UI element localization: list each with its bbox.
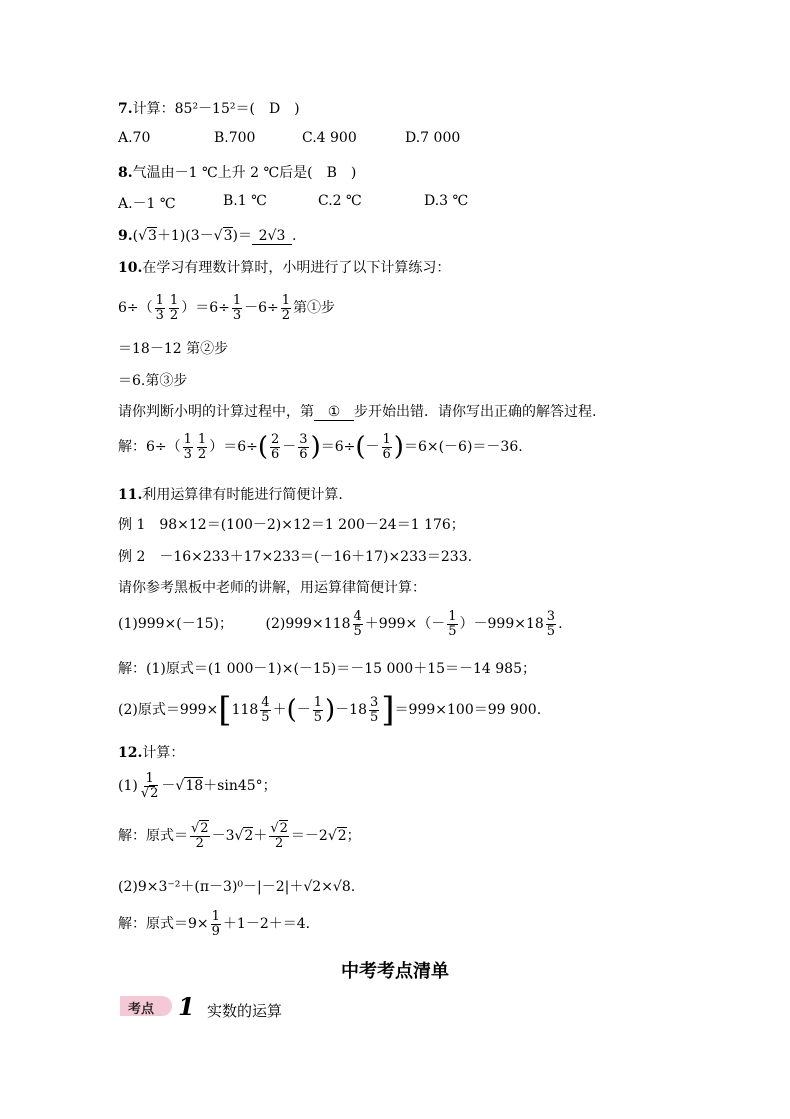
section-topic: 实数的运算 [207, 1002, 283, 1020]
q9-line: 9.(√3＋1)(3－√3)＝ 2√3 . [118, 228, 297, 244]
q8-text: 气温由－1 ℃上升 2 ℃后是( B ) [132, 165, 357, 181]
q11-solution2: (2)原式＝999×[118 $\frac{4}{5}$ ＋(－ $\frac{1}{5}$ )－18 $\frac{3}{5}$ ]＝999×100＝99 900. [118, 690, 542, 730]
q11-number: 11. [118, 487, 143, 503]
q12-solution2: 解：原式＝9× $\frac{1}{9}$ ＋1－2＋＝4. [118, 909, 311, 939]
q11-example2: 例 2 －16×233＋17×233＝(－16＋17)×233＝233. [118, 549, 473, 565]
q8-option-a: A.－1 ℃ [118, 196, 176, 212]
section-badge-label: 考点 [128, 1002, 155, 1017]
q8-options [118, 193, 469, 213]
q10-ask-tail: 步开始出错．请你写出正确的解答过程. [354, 404, 597, 420]
q7-text: 计算：85²－15²＝( D ) [132, 101, 300, 117]
q12-number: 12. [118, 745, 143, 761]
q8-option-c: C.2 ℃ [318, 193, 362, 209]
q7-number: 7. [118, 101, 133, 117]
q12-problem2: (2)9×3⁻²＋(π－3)⁰－|－2|＋√2×√8. [118, 879, 356, 895]
q7-option-b: B.700 [214, 130, 256, 146]
q8-number: 8. [118, 165, 133, 181]
q10-ask-text: 请你判断小明的计算过程中，第 [118, 404, 314, 420]
q11-problems: (1)999×(－15)； (2)999×118 $\frac{4}{5}$ ＋999×（－ $\frac{1}{5}$ ）－999×18 $\frac{3}{5}$ . [118, 609, 563, 639]
q8-line [118, 162, 356, 182]
q11-solution2-tail: ＝999×100＝99 900. [394, 702, 542, 718]
q9-number: 9. [118, 228, 133, 244]
q11-text: 利用运算律有时能进行简便计算. [142, 487, 343, 503]
section-title: 中考考点清单 [341, 961, 449, 982]
q10-text: 在学习有理数计算时，小明进行了以下计算练习： [142, 260, 451, 276]
q12-problem1: (1) $\frac{1}{√2}$ －√18＋sin45°； [118, 771, 277, 801]
q12-solution1: 解：原式＝ $\frac{√2}{2}$ －3√2＋ $\frac{√2}{2}$ ＝－2√2； [118, 821, 361, 851]
q10-line [118, 257, 450, 277]
q10-ask-answer: ① [314, 404, 354, 421]
q11-problem1: (1)999×(－15)； [118, 616, 234, 633]
section-badge-number: 1 [178, 992, 195, 1021]
q10-ask [118, 401, 596, 421]
q12-text: 计算： [142, 745, 185, 761]
q7-option-d: D.7 000 [405, 130, 461, 146]
q9-answer: 2√3 [252, 228, 292, 245]
q12-line [118, 742, 184, 762]
q7-options [118, 130, 461, 146]
q10-step1-label: 第①步 [293, 300, 336, 317]
q8-option-d: D.3 ℃ [424, 193, 469, 209]
q11-solution1: 解：(1)原式＝(1 000－1)×(－15)＝－15 000＋15＝－14 985； [118, 661, 536, 677]
q10-step1: 6÷（ $\frac{1}{3}$ $\frac{1}{2}$ ）＝6÷ $\frac{1}{3}$ －6÷ $\frac{1}{2}$ 第①步 [118, 293, 336, 323]
q10-step2: ＝18－12 第②步 [118, 341, 229, 357]
q7-line [118, 98, 300, 118]
q12-solution2-result: ＝4. [282, 916, 311, 933]
q10-number: 10. [118, 260, 143, 276]
q7-option-c: C.4 900 [302, 130, 357, 146]
q11-example1: 例 1 98×12＝(100－2)×12＝1 200－24＝1 176； [118, 517, 465, 533]
q10-step3: ＝6.第③步 [118, 373, 188, 389]
q10-solution: 解：6÷（ $\frac{1}{3}$ $\frac{1}{2}$ ）＝6÷( $\frac{2}{6}$ － $\frac{3}{6}$ )＝6÷(－ $\frac{1}{6}$ )＝6×(－6)＝－36. [118, 431, 523, 462]
q8-option-b: B.1 ℃ [223, 193, 267, 209]
q10-solution-tail: ＝6×(－6)＝－36. [403, 439, 523, 455]
q11-line [118, 484, 343, 504]
q11-ask: 请你参考黑板中老师的讲解，用运算律简便计算： [118, 580, 426, 596]
q7-option-a: A.70 [118, 130, 151, 146]
